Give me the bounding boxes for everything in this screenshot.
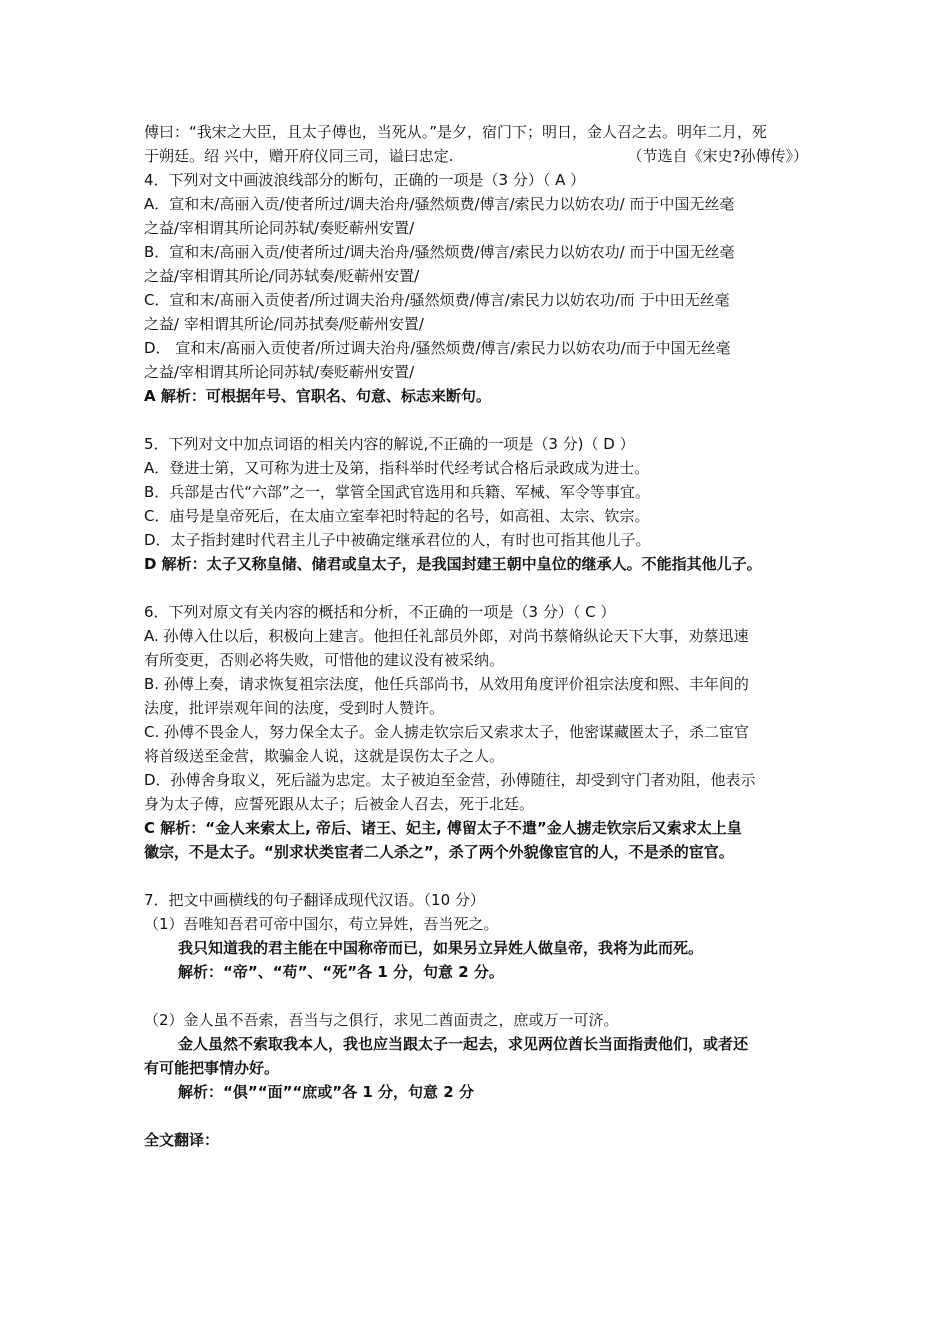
q4-option-b-cont: 之益/宰相谓其所论/同苏轼奏/贬蕲州安置/ [144, 267, 420, 285]
q4-option-c: C．宣和末/髙丽入贡使者/所过调夫治舟/骚然烦费/傅言/索民力以妨农功/而 于中田无丝毫 [144, 291, 730, 309]
q4-option-b: B．宣和末/高丽入贡/使者所过/调夫治舟/骚然烦费/傅言/索民力以妨农功/ 而于中国无丝毫 [144, 243, 735, 261]
passage-line [144, 144, 808, 168]
q4-option-c-cont: 之益/ 宰相谓其所论/同苏拭奏/贬蕲州安置/ [144, 315, 424, 333]
q6-option-b: B. 孙傅上奏，请求恢复祖宗法度，他任兵部尚书，从效用角度评价祖宗法度和熙、丰年间的 [144, 675, 749, 693]
q7-sentence-1: （1）吾唯知吾君可帝中国尔，苟立异姓，吾当死之。 [144, 915, 499, 933]
q7-sentence-2: （2）金人虽不吾索，吾当与之俱行，求见二酋面责之，庶或万一可济。 [144, 1011, 619, 1029]
q6-analysis: C 解析：“金人来索太上, 帝后、诸王、妃主, 傅留太子不遣”金人掳走钦宗后又索求太上皇 [144, 819, 742, 837]
q7-sentence-2-analysis: 解析：“俱”“面”“庶或”各 1 分，句意 2 分 [178, 1083, 474, 1101]
question-6-stem: 6．下列对原文有关内容的概括和分析，不正确的一项是（3 分）（ C ） [144, 603, 616, 621]
q6-option-c: C. 孙傅不畏金人，努力保全太子。金人掳走钦宗后又索求太子，他密谋藏匿太子，杀二宦官 [144, 723, 750, 741]
passage-source: （节选自《宋史?孙傅传》） [627, 147, 808, 165]
q7-sentence-1-analysis: 解析：“帝”、“苟”、“死”各 1 分，句意 2 分。 [178, 963, 504, 981]
q6-option-c-cont: 将首级送至金营，欺骗金人说，这就是误伤太子之人。 [144, 747, 505, 765]
q7-sentence-1-translation: 我只知道我的君主能在中国称帝而已，如果另立异姓人做皇帝，我将为此而死。 [178, 939, 704, 957]
q7-sentence-2-translation-cont: 有可能把事情办好。 [144, 1059, 280, 1077]
q5-option-c: C．庙号是皇帝死后，在太庙立室奉祀时特起的名号，如高祖、太宗、钦宗。 [144, 507, 650, 525]
q6-analysis-cont: 徽宗，不是太子。“别求状类宦者二人杀之”，杀了两个外貌像宦官的人，不是杀的宦官。 [144, 843, 734, 861]
q4-option-d-cont: 之益/宰相谓其所论同苏轼/奏贬蕲州安置/ [144, 363, 415, 381]
passage-text: 于朔廷。绍 兴中，赠开府仪同三司，谥曰忠定. [144, 147, 454, 165]
q4-analysis: A 解析：可根据年号、官职名、句意、标志来断句。 [144, 387, 491, 405]
question-5-stem: 5．下列对文中加点词语的相关内容的解说,不正确的一项是（3 分)（ D ） [144, 435, 635, 453]
q6-option-d-cont: 身为太子傅，应誓死跟从太子；后被金人召去，死于北廷。 [144, 795, 535, 813]
passage-line: 傅曰：“我宋之大臣，且太子傅也，当死从。”是夕，宿门下；明日，金人召之去。明年二月，死 [144, 123, 768, 141]
q5-option-a: A．登进士第，又可称为进士及第，指科举时代经考试合格后录政成为进士。 [144, 459, 650, 477]
question-4-stem: 4．下列对文中画波浪线部分的断句，正确的一项是（3 分）（ A ） [144, 171, 586, 189]
q6-option-d: D．孙傅舍身取义，死后謚为忠定。太子被迫至金营，孙傅随往，却受到守门者劝阻，他表示 [144, 771, 756, 789]
q7-sentence-2-translation: 金人虽然不索取我本人，我也应当跟太子一起去，求见两位酋长当面指责他们，或者还 [178, 1035, 749, 1053]
q5-option-d: D．太子指封建时代君主儿子中被确定继承君位的人，有时也可指其他儿子。 [144, 531, 651, 549]
q5-analysis: D 解析：太子又称皇储、储君或皇太子，是我国封建王朝中皇位的继承人。不能指其他儿子。 [144, 555, 762, 573]
full-translation-label: 全文翻译： [144, 1131, 220, 1149]
q6-option-a-cont: 有所变更，否则必将失败，可惜他的建议没有被采纳。 [144, 651, 505, 669]
document-page [144, 120, 808, 1152]
q6-option-a: A. 孙傅入仕以后，积极向上建言。他担任礼部员外郎，对尚书蔡脩纵论天下大事，劝蔡迅速 [144, 627, 749, 645]
q4-option-a: A．宣和末/高丽入贡/使者所过/调夫治舟/骚然烦费/傅言/索民力以妨农功/ 而于中国无丝毫 [144, 195, 735, 213]
question-7-stem: 7．把文中画横线的句子翻译成现代汉语。（10 分） [144, 891, 485, 909]
q6-option-b-cont: 法度，批评崇观年间的法度，受到时人赞许。 [144, 699, 445, 717]
q4-option-d: D． 宣和末/髙丽入贡使者/所过调夫治舟/骚然烦费/傅言/索民力以妨农功/而于中国无丝毫 [144, 339, 731, 357]
q5-option-b: B．兵部是古代“六部”之一，掌管全国武官选用和兵籍、军械、军令等事宜。 [144, 483, 650, 501]
q4-option-a-cont: 之益/宰相谓其所论同苏轼/奏贬蕲州安置/ [144, 219, 415, 237]
